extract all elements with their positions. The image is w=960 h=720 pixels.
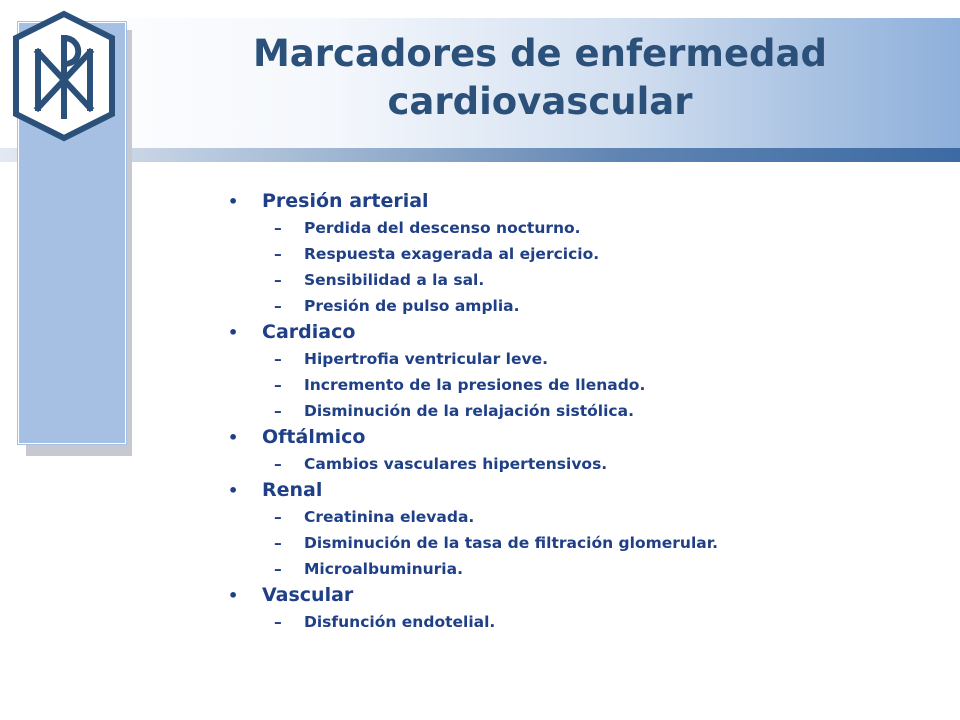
list-item-heading bbox=[226, 477, 926, 504]
title-line-1: Marcadores de enfermedad bbox=[252, 32, 827, 75]
list-item-heading bbox=[226, 188, 926, 215]
bullet-icon: • bbox=[228, 323, 239, 342]
dash-icon: – bbox=[274, 297, 282, 315]
list-item bbox=[226, 477, 926, 582]
bullet-list bbox=[226, 188, 926, 635]
dash-icon: – bbox=[274, 350, 282, 368]
sub-item bbox=[226, 346, 926, 372]
sub-item-text: Sensibilidad a la sal. bbox=[304, 271, 485, 289]
sub-item-text: Disminución de la relajación sistólica. bbox=[304, 402, 634, 420]
dash-icon: – bbox=[274, 402, 282, 420]
sub-item-text: Perdida del descenso nocturno. bbox=[304, 219, 581, 237]
heading-text: Cardiaco bbox=[262, 321, 356, 343]
slide-title bbox=[200, 30, 880, 126]
dash-icon: – bbox=[274, 534, 282, 552]
dash-icon: – bbox=[274, 508, 282, 526]
dash-icon: – bbox=[274, 560, 282, 578]
list-item-heading bbox=[226, 319, 926, 346]
list-item bbox=[226, 188, 926, 319]
dash-icon: – bbox=[274, 219, 282, 237]
heading-text: Vascular bbox=[262, 584, 354, 606]
dash-icon: – bbox=[274, 613, 282, 631]
list-item-heading bbox=[226, 424, 926, 451]
dash-icon: – bbox=[274, 455, 282, 473]
bullet-icon: • bbox=[228, 586, 239, 605]
sub-item bbox=[226, 504, 926, 530]
chi-rho-monogram-icon bbox=[8, 8, 120, 144]
list-item-heading bbox=[226, 582, 926, 609]
sub-item-text: Hipertrofia ventricular leve. bbox=[304, 350, 548, 368]
sub-item bbox=[226, 451, 926, 477]
sub-item-text: Creatinina elevada. bbox=[304, 508, 475, 526]
dash-icon: – bbox=[274, 245, 282, 263]
sub-item bbox=[226, 398, 926, 424]
list-item bbox=[226, 319, 926, 424]
sub-item-text: Disfunción endotelial. bbox=[304, 613, 496, 631]
header-stripe bbox=[0, 148, 960, 162]
sub-item-text: Incremento de la presiones de llenado. bbox=[304, 376, 646, 394]
heading-text: Oftálmico bbox=[262, 426, 366, 448]
sub-item-text: Presión de pulso amplia. bbox=[304, 297, 520, 315]
dash-icon: – bbox=[274, 271, 282, 289]
sub-item-text: Disminución de la tasa de filtración glomerular. bbox=[304, 534, 719, 552]
sub-item bbox=[226, 372, 926, 398]
sub-item bbox=[226, 267, 926, 293]
sub-item bbox=[226, 530, 926, 556]
bullet-icon: • bbox=[228, 192, 239, 211]
sub-item-text: Respuesta exagerada al ejercicio. bbox=[304, 245, 600, 263]
sub-item-text: Microalbuminuria. bbox=[304, 560, 463, 578]
list-item bbox=[226, 424, 926, 477]
sub-item bbox=[226, 241, 926, 267]
sub-item-text: Cambios vasculares hipertensivos. bbox=[304, 455, 608, 473]
sub-item bbox=[226, 293, 926, 319]
sub-item bbox=[226, 215, 926, 241]
title-line-2: cardiovascular bbox=[387, 80, 693, 123]
sub-item bbox=[226, 556, 926, 582]
heading-text: Presión arterial bbox=[262, 190, 429, 212]
dash-icon: – bbox=[274, 376, 282, 394]
sub-item bbox=[226, 609, 926, 635]
bullet-icon: • bbox=[228, 428, 239, 447]
heading-text: Renal bbox=[262, 479, 323, 501]
list-item bbox=[226, 582, 926, 635]
bullet-icon: • bbox=[228, 481, 239, 500]
